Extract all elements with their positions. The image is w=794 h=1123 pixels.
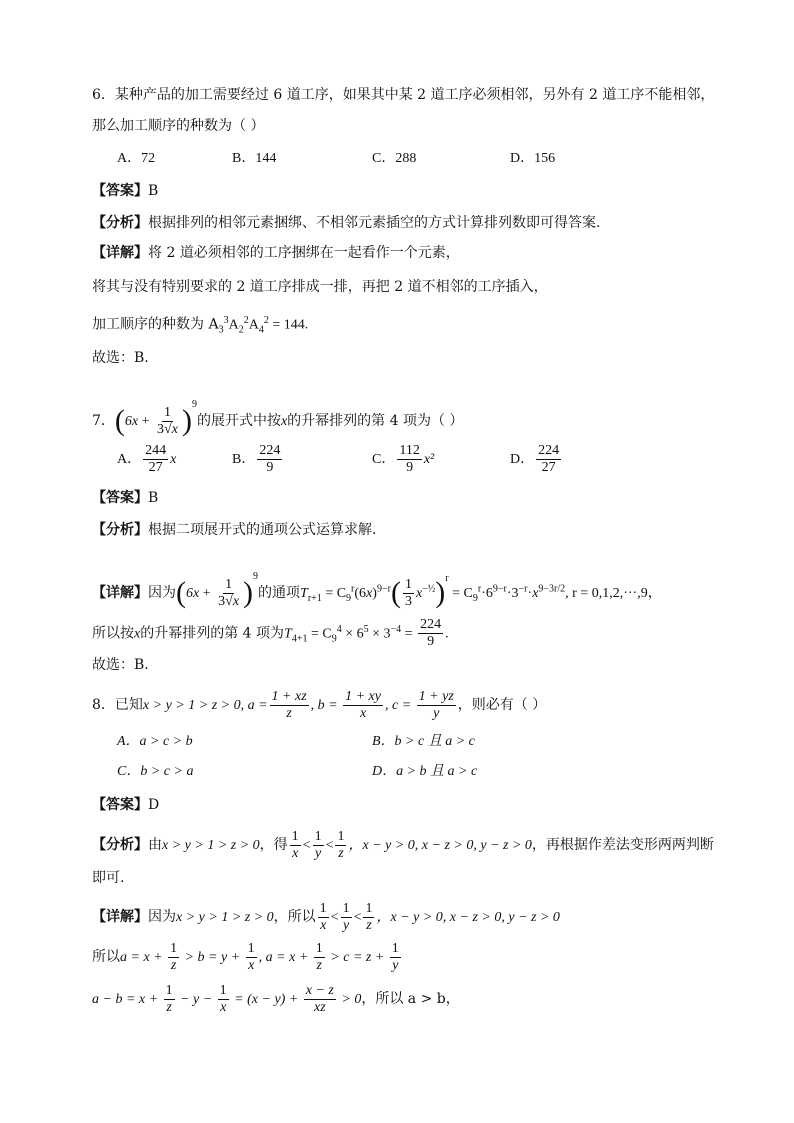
q7-stem: 7．(6x + $\frac{1}{3√x}$ )$^9$的展开式中按x的升幂排列的第 4 项为（ ）	[92, 399, 464, 437]
q7-detail-line1: 【详解】因为(6x + $\frac{1}{3√x}$ )$^9$的通项$T_{r+1} = C_9^r(6x)^{9-r}$( $\frac{1}{3}$ $x^{-\frac{1}{2}})^r = C_9^r\cdot 6^{9-r}\cdot 3^{-r}\cdot x^{9-3r/2}$, r = 0,1,2,···,9，	[92, 571, 662, 609]
answer-value: B	[148, 183, 159, 199]
q8-detail-line2: 所以a = x + $\frac{1}{z}$ > b = y + $\frac{1}{x}$ , a = x + $\frac{1}{z}$ > c = z + $\frac{1}{y}$	[92, 940, 399, 973]
q6-stem-line2: 那么加工顺序的种数为（ ）	[92, 118, 265, 134]
detail-tag: 【详解】	[92, 245, 148, 261]
q7-answer	[92, 488, 158, 508]
q8-stem-end: ，则必有（ ）	[457, 697, 547, 713]
analysis-tag: 【分析】	[92, 837, 148, 853]
q8-option-d: D．a > b 且 a > c	[372, 764, 478, 779]
q8-detail-line1: 【详解】因为x > y > 1 > z > 0，所以 $\frac{1}{x}$ < $\frac{1}{y}$ < $\frac{1}{z}$ ，x − y > 0, x − z > 0, y − z > 0	[92, 900, 560, 933]
q6-option-d: D．156	[510, 151, 556, 166]
answer-tag: 【答案】	[92, 797, 148, 813]
answer-value: B	[148, 490, 159, 506]
q6-stem-line1: 6．某种产品的加工需要经过 6 道工序，如果其中某 2 道工序必须相邻，另外有 2 道工序不能相邻，	[92, 87, 715, 103]
q6-detail-line2: 将其与没有特别要求的 2 道工序排成一排，再把 2 道不相邻的工序插入，	[92, 279, 548, 295]
q7-detail-line2: 所以按x的升幂排列的第 4 项为$T_{4+1} = C_9^4 \times 6^5 \times 3^{-4}$ = $\frac{224}{9}$ .	[92, 617, 449, 650]
detail-tag: 【详解】	[92, 585, 148, 601]
answer-tag: 【答案】	[92, 183, 148, 199]
detail-text: 加工顺序的种数为 A	[92, 316, 219, 333]
q8-condition: x > y > 1 > z > 0, a =	[142, 698, 268, 713]
q8-option-a: A．a > c > b	[117, 734, 193, 749]
q8-analysis: 【分析】由x > y > 1 > z > 0，得 $\frac{1}{x}$ < $\frac{1}{y}$ < $\frac{1}{z}$ ，x − y > 0, x − z > 0, y − z > 0，再根据作差法变形两两判断	[92, 828, 714, 861]
analysis-tag: 【分析】	[92, 215, 148, 231]
q6-option-c: C．288	[372, 151, 417, 166]
q7-number: 7．	[92, 413, 115, 429]
analysis-text: 根据排列的相邻元素捆绑、不相邻元素插空的方式计算排列数即可得答案.	[148, 215, 601, 231]
q6-choose: 故选：B.	[92, 350, 149, 366]
q8-number: 8．已知	[92, 697, 143, 713]
q7-analysis	[92, 520, 376, 540]
detail-tag: 【详解】	[92, 909, 148, 925]
analysis-text: 根据二项展开式的通项公式运算求解.	[148, 522, 377, 538]
q7-variable: x	[280, 414, 288, 429]
analysis-tag: 【分析】	[92, 522, 148, 538]
q6-option-b: B．144	[232, 151, 277, 166]
q7-choose: 故选：B.	[92, 657, 149, 673]
q8-option-c: C．b > c > a	[117, 764, 194, 779]
q6-answer	[92, 181, 158, 201]
q7-option-a: A． $\frac{244}{27}$ x	[117, 443, 177, 476]
q7-option-d: D． $\frac{224}{27}$	[510, 443, 560, 476]
q8-option-b: B．b > c 且 a > c	[372, 734, 475, 749]
q8-answer	[92, 795, 159, 815]
q7-stem-tail: 的展开式中按	[196, 413, 281, 429]
q6-analysis	[92, 213, 600, 233]
answer-value: D	[148, 797, 160, 813]
q6-detail-line3: 加工顺序的种数为 $A_3^3A_2^2A_4^2 = 144$.	[92, 315, 309, 336]
detail-result: = 144.	[268, 317, 309, 333]
q6-detail-line1	[92, 243, 460, 263]
q7-stem-end: 的升幂排列的第 4 项为（ ）	[287, 413, 464, 429]
q8-detail-line3: a − b = x + $\frac{1}{z}$ − y − $\frac{1}{x}$ = (x − y) + $\frac{x - z}{xz}$ > 0，所以 a > b，	[92, 982, 460, 1015]
q7-option-b: B． $\frac{224}{9}$	[232, 443, 281, 476]
q6-option-a: A．72	[117, 151, 156, 166]
q8-stem: 8．已知x > y > 1 > z > 0, a = $\frac{1 + xz}{z}$ , b = $\frac{1 + xy}{x}$ , c = $\frac{1 + yz}{y}$ ，则必有（ ）	[92, 688, 547, 721]
q7-option-c: C． $\frac{112}{9}$ x²	[372, 443, 435, 476]
q8-analysis-cont: 即可.	[92, 870, 125, 886]
answer-tag: 【答案】	[92, 490, 148, 506]
detail-text: 将 2 道必须相邻的工序捆绑在一起看作一个元素，	[148, 245, 460, 261]
